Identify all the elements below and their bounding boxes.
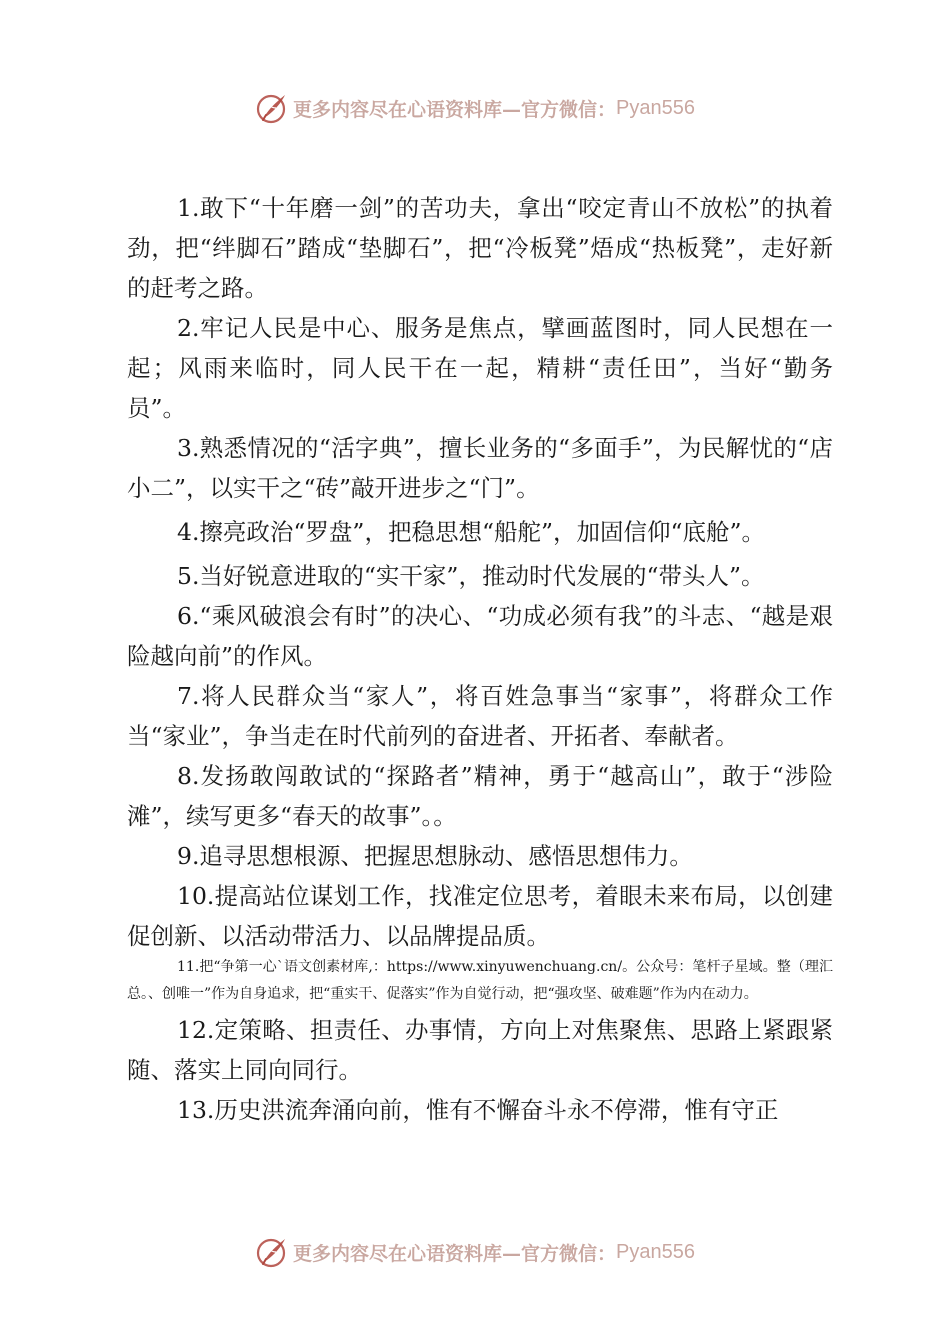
document-body (127, 188, 833, 1130)
banner-text: 更多内容尽在心语资料库—官方微信： (293, 98, 617, 121)
paragraph-9: 9.追寻思想根源、把握思想脉动、感悟思想伟力。 (177, 842, 693, 870)
paragraph-5: 5.当好锐意进取的“实干家”，推动时代发展的“带头人”。 (177, 562, 765, 590)
banner-wechat-id: Pyan556 (616, 1240, 695, 1263)
paragraph-10: 10.提高站位谋划工作，找准定位思考，着眼未来布局，以创建促创新、以活动带活力、以品牌提品质。 (127, 882, 833, 950)
paragraph-11: 11.把“争第一心`语文创素材库,：https://www.xinyuwenchuang.cn/。公众号：笔杆子星域。整（理汇总。、创唯一”作为自身追求，把“重实干、促落实”作为自觉行动，把“强攻坚、破难题”作为内在动力。 (127, 959, 833, 1002)
footer-banner (0, 1232, 950, 1272)
paragraph-2: 2.牢记人民是中心、服务是焦点，擘画蓝图时，同人民想在一起；风雨来临时，同人民干在一起，精耕“责任田”，当好“勤务员”。 (127, 314, 833, 422)
banner-text: 更多内容尽在心语资料库—官方微信： (293, 1242, 617, 1265)
paragraph-3: 3.熟悉情况的“活字典”，擅长业务的“多面手”，为民解忧的“店小二”，以实干之“砖”敲开进步之“门”。 (127, 434, 833, 502)
paragraph-4: 4.擦亮政治“罗盘”，把稳思想“船舵”，加固信仰“底舱”。 (177, 518, 766, 546)
paragraph-1: 1.敢下“十年磨一剑”的苦功夫，拿出“咬定青山不放松”的执着劲，把“绊脚石”踏成“垫脚石”，把“冷板凳”焐成“热板凳”，走好新的赶考之路。 (127, 194, 833, 302)
paragraph-6: 6.“乘风破浪会有时”的决心、“功成必须有我”的斗志、“越是艰险越向前”的作风。 (127, 602, 833, 670)
paragraph-12: 12.定策略、担责任、办事情，方向上对焦聚焦、思路上紧跟紧随、落实上同向同行。 (127, 1016, 833, 1084)
paragraph-8: 8.发扬敢闯敢试的“探路者”精神，勇于“越高山”，敢于“涉险滩”，续写更多“春天的故事”。。 (127, 762, 833, 830)
quill-pen-logo-icon (255, 1235, 289, 1269)
quill-pen-logo-icon (255, 91, 289, 125)
paragraph-7: 7.将人民群众当“家人”，将百姓急事当“家事”，将群众工作当“家业”，争当走在时代前列的奋进者、开拓者、奉献者。 (127, 682, 833, 750)
banner-wechat-id: Pyan556 (616, 96, 695, 119)
header-banner (0, 88, 950, 128)
paragraph-13: 13.历史洪流奔涌向前，惟有不懈奋斗永不停滞，惟有守正 (177, 1096, 779, 1124)
